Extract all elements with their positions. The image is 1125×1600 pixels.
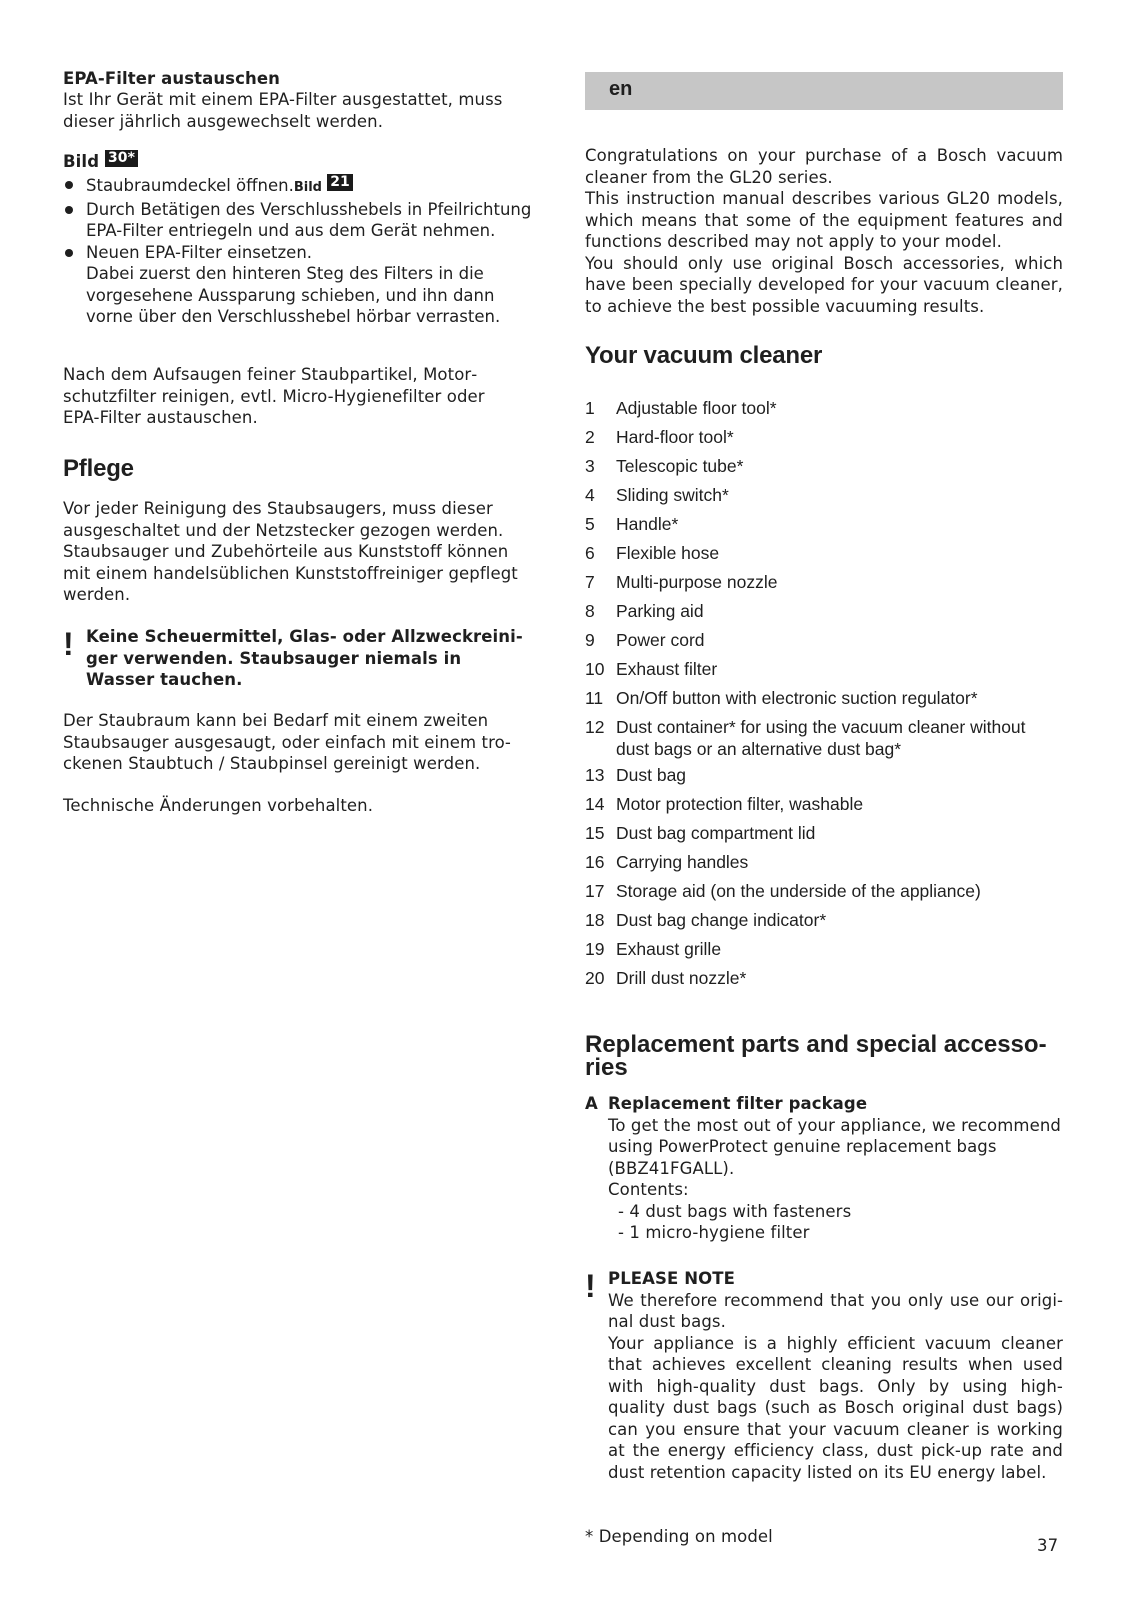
part-number: 10 — [585, 659, 605, 679]
part-item — [585, 967, 1063, 989]
item-body — [585, 1115, 1063, 1244]
part-label: Dust container* for using the vacuum cleaner without dust bags or an alternative dust bag* — [616, 717, 1026, 759]
part-label: Adjustable floor tool* — [616, 398, 777, 418]
part-number: 12 — [585, 717, 605, 737]
part-label: Motor protection filter, washable — [616, 794, 864, 814]
note-heading: PLEASE NOTE — [608, 1269, 736, 1288]
part-label: Sliding switch* — [616, 485, 729, 505]
part-number: 7 — [585, 572, 595, 592]
part-item — [585, 880, 1063, 902]
item-letter: A — [585, 1094, 598, 1113]
part-number: 3 — [585, 456, 595, 476]
part-label: Exhaust grille — [616, 939, 722, 959]
step3-line2: Dabei zuerst den hinteren Steg des Filters in die vorgesehene Aussparung schieben, und ihn dann vorne über den Verschlusshebel hörbar verrasten. — [86, 264, 501, 326]
part-number: 1 — [585, 398, 595, 418]
part-number: 18 — [585, 910, 605, 930]
part-number: 14 — [585, 794, 605, 814]
item-heading-row — [585, 1093, 1063, 1115]
part-number: 11 — [585, 688, 604, 708]
bild-ref — [63, 150, 138, 173]
after-text: Nach dem Aufsaugen feiner Staubpartikel, Motorschutzfilter reinigen, evtl. Micro-Hygienefilter oder EPA-Filter austauschen. — [63, 365, 485, 427]
part-label: Flexible hose — [616, 543, 720, 563]
part-number: 8 — [585, 601, 595, 621]
part-label: Storage aid (on the underside of the appliance) — [616, 881, 981, 901]
step-item: Durch Betätigen des Verschlusshebels in Pfeilrichtung EPA-Filter entriegeln und aus dem Gerät nehmen. — [63, 199, 535, 242]
part-label: Exhaust filter — [616, 659, 718, 679]
staubraum-text: Der Staubraum kann bei Bedarf mit einem zweiten Staubsauger ausgesaugt, oder einfach mit einem trockenen Staubtuch / Staubpinsel gereinigt werden. — [63, 711, 511, 773]
part-item — [585, 716, 1063, 760]
contents-label: Contents: — [608, 1180, 689, 1199]
part-number: 17 — [585, 881, 605, 901]
part-item — [585, 397, 1063, 419]
part-item — [585, 764, 1063, 786]
language-bar — [585, 72, 1063, 110]
epa-text: Ist Ihr Gerät mit einem EPA-Filter ausgestattet, muss dieser jährlich ausgewechselt werden. — [63, 90, 503, 131]
part-label: Power cord — [616, 630, 705, 650]
warning-block — [63, 626, 535, 691]
step-item — [63, 174, 535, 199]
contents-item: - 1 micro-hygiene filter — [618, 1223, 810, 1242]
warning-text: Keine Scheuermittel, Glas- oder Allzweckreiniger verwenden. Staubsauger niemals in Wasser tauchen. — [86, 627, 523, 689]
item-heading: Replacement filter package — [608, 1094, 868, 1113]
part-item — [585, 600, 1063, 622]
part-number: 19 — [585, 939, 605, 959]
part-item — [585, 909, 1063, 931]
part-item — [585, 484, 1063, 506]
part-number: 4 — [585, 485, 595, 505]
step1-bild: Bild — [293, 180, 322, 195]
part-label: Multi-purpose nozzle — [616, 572, 778, 592]
epa-steps-list — [63, 174, 535, 328]
language-label: en — [609, 78, 633, 100]
item-text: To get the most out of your appliance, we recommend using PowerProtect genuine replacement bags (BBZ41FGALL). — [608, 1115, 1061, 1178]
pflege-text: Vor jeder Reinigung des Staubsaugers, muss dieser ausgeschaltet und der Netzstecker gezogen werden. Staubsauger und Zubehörteile aus Kunststoff können mit einem handelsüblichen Kunststoffreiniger gepflegt werden. — [63, 499, 518, 604]
note-text-2: Your appliance is a highly efficient vacuum cleaner that achieves excellent cleaning results when used with high-quality dust bags. Only by using high-quality dust bags (such as Bosch original dust bags) can you ensure that your vacuum cleaner is working at the energy efficiency class, dust pick-up rate and dust retention capacity listed on its EU energy label. — [608, 1333, 1063, 1482]
bild-label: Bild — [63, 152, 100, 171]
part-item — [585, 542, 1063, 564]
part-label: Parking aid — [616, 601, 704, 621]
part-number: 13 — [585, 765, 605, 785]
contents-item: - 4 dust bags with fasteners — [618, 1201, 852, 1221]
vacuum-heading: Your vacuum cleaner — [585, 342, 823, 369]
part-label: Drill dust nozzle* — [616, 968, 747, 988]
note-text-1: We therefore recommend that you only use our original dust bags. — [608, 1290, 1063, 1331]
part-item — [585, 455, 1063, 477]
step3-line1: Neuen EPA-Filter einsetzen. — [86, 242, 313, 262]
part-label: Hard-floor tool* — [616, 427, 734, 447]
technical-text: Technische Änderungen vorbehalten. — [63, 796, 374, 815]
part-item — [585, 571, 1063, 593]
part-item — [585, 513, 1063, 535]
part-number: 2 — [585, 427, 595, 447]
part-number: 5 — [585, 514, 595, 534]
part-label: Dust bag change indicator* — [616, 910, 827, 930]
page-number: 37 — [1037, 1536, 1059, 1555]
part-label: Dust bag compartment lid — [616, 823, 816, 843]
part-label: Dust bag — [616, 765, 687, 785]
part-label: On/Off button with electronic suction regulator* — [616, 688, 978, 708]
part-item — [585, 687, 1063, 709]
part-item — [585, 851, 1063, 873]
epa-heading: EPA-Filter austauschen — [63, 69, 280, 88]
part-item — [585, 426, 1063, 448]
part-item — [585, 793, 1063, 815]
left-column — [63, 0, 535, 815]
part-label: Telescopic tube* — [616, 456, 744, 476]
part-item — [585, 822, 1063, 844]
figure-badge-21: 21 — [327, 174, 352, 191]
part-number: 20 — [585, 968, 605, 988]
exclamation-icon: ! — [585, 1268, 596, 1304]
step1-text: Staubraumdeckel öffnen. — [86, 176, 294, 195]
part-item — [585, 938, 1063, 960]
part-item — [585, 629, 1063, 651]
intro-text: Congratulations on your purchase of a Bosch vacuum cleaner from the GL20 series. This instruction manual describes various GL20 models, which means that some of the equipment features and functions described may not apply to your model. You should only use original Bosch accessories, which have been specially developed for your vacuum cleaner, to achieve the best possible vacuuming results. — [585, 146, 1063, 316]
part-label: Handle* — [616, 514, 679, 534]
exclamation-icon: ! — [63, 626, 74, 662]
step-item — [63, 242, 535, 328]
footnote: * Depending on model — [585, 1527, 773, 1546]
figure-badge-30: 30* — [105, 150, 138, 167]
part-label: Carrying handles — [616, 852, 749, 872]
pflege-heading: Pflege — [63, 455, 134, 482]
part-number: 16 — [585, 852, 605, 872]
note-block — [585, 1268, 1063, 1483]
part-number: 9 — [585, 630, 595, 650]
replacement-item — [585, 1093, 1063, 1244]
part-item — [585, 658, 1063, 680]
part-number: 15 — [585, 823, 605, 843]
part-number: 6 — [585, 543, 595, 563]
replacement-heading: Replacement parts and special accessories — [585, 1031, 1047, 1081]
